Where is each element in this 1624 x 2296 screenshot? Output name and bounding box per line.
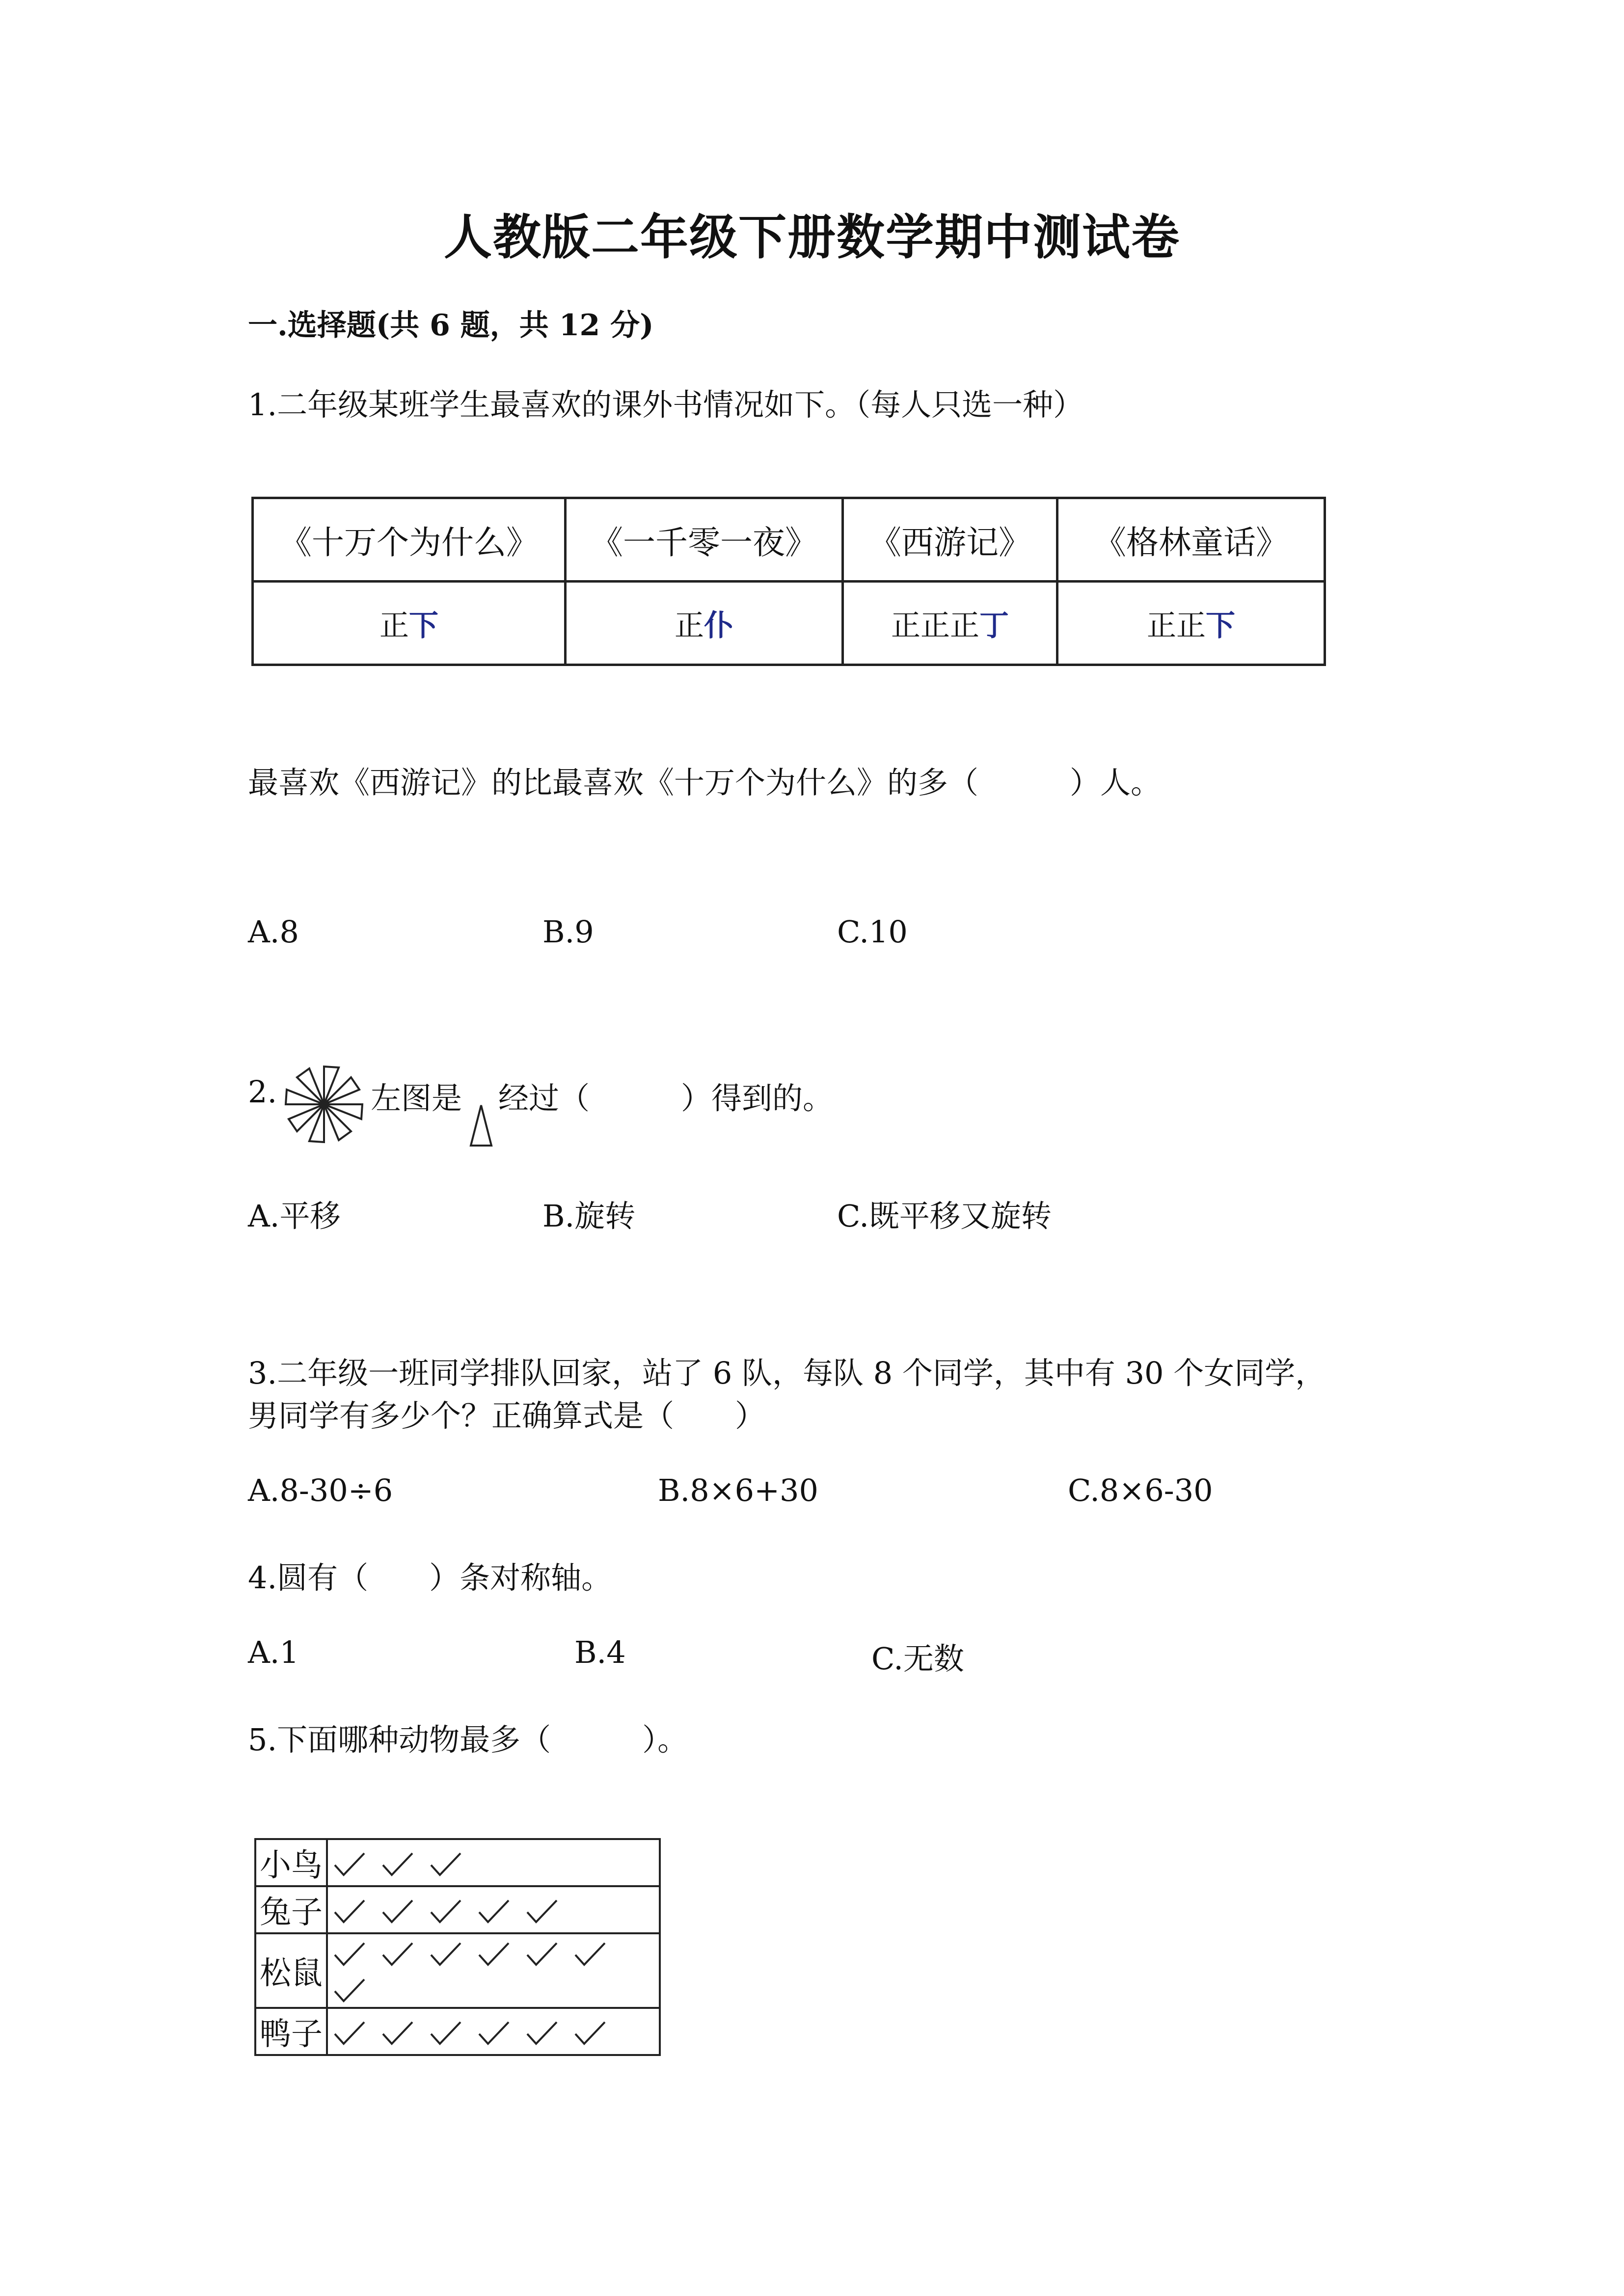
table-row	[255, 1933, 660, 2008]
book-header: 《格林童话》	[1057, 498, 1325, 582]
check-mark-icon	[524, 1896, 560, 1926]
q3-line-2: 男同学有多少个？正确算式是（ ）	[248, 1398, 766, 1434]
q4-option-c: C.无数	[871, 1641, 964, 1677]
q1-question: 最喜欢《西游记》的比最喜欢《十万个为什么》的多（ ）人。	[248, 765, 1162, 801]
q1-option-b: B.9	[542, 914, 594, 950]
page-title: 人教版二年级下册数学期中测试卷	[443, 209, 1180, 266]
check-mark-icon	[428, 1849, 463, 1879]
q2-option-b: B.旋转	[542, 1198, 636, 1234]
q1-option-a: A.8	[248, 914, 299, 950]
tally-base: 正正正	[891, 608, 979, 643]
q5-animal-table	[254, 1838, 661, 2056]
q2-option-c: C.既平移又旋转	[837, 1198, 1052, 1234]
q2-option-a: A.平移	[248, 1198, 341, 1234]
check-mark-icon	[380, 2018, 415, 2048]
animal-name: 兔子	[255, 1886, 327, 1933]
check-cell	[327, 1886, 660, 1933]
check-mark-icon	[332, 1939, 367, 1969]
book-header: 《西游记》	[843, 498, 1057, 582]
check-mark-icon	[332, 1976, 367, 2005]
check-mark-icon	[428, 1939, 463, 1969]
tally-cell	[1057, 582, 1325, 665]
check-mark-icon	[332, 1849, 367, 1879]
q4-stem: 4.圆有（ ）条对称轴。	[248, 1560, 612, 1596]
book-header: 《一千零一夜》	[566, 498, 843, 582]
tally-cell	[253, 582, 566, 665]
q3-option-b: B.8×6+30	[658, 1472, 818, 1508]
triangle-figure	[469, 1103, 493, 1148]
animal-name: 松鼠	[255, 1933, 327, 2008]
check-mark-icon	[380, 1849, 415, 1879]
animal-name: 鸭子	[255, 2008, 327, 2055]
q3-option-c: C.8×6-30	[1068, 1472, 1213, 1508]
q1-book-table	[251, 497, 1326, 666]
q2-text-a: 左图是	[371, 1080, 462, 1116]
check-mark-icon	[332, 1896, 367, 1926]
q2-number: 2.	[248, 1074, 277, 1110]
book-header: 《十万个为什么》	[253, 498, 566, 582]
check-mark-icon	[332, 2018, 367, 2048]
check-cell	[327, 1839, 660, 1886]
tally-base: 正正	[1147, 608, 1206, 643]
check-mark-icon	[524, 1939, 560, 1969]
tally-base: 正	[379, 608, 409, 643]
q4-option-a: A.1	[248, 1634, 299, 1670]
q2-text-b: 经过（ ）得到的。	[498, 1080, 834, 1116]
q5-stem: 5.下面哪种动物最多（ ）。	[248, 1722, 688, 1758]
table-row	[255, 2008, 660, 2055]
pinwheel-figure	[280, 1063, 368, 1146]
tally-extra: 仆	[704, 608, 733, 643]
tally-extra: 下	[409, 608, 438, 643]
q1-stem: 1.二年级某班学生最喜欢的课外书情况如下。（每人只选一种）	[248, 387, 1084, 423]
tally-cell	[566, 582, 843, 665]
tally-cell	[843, 582, 1057, 665]
q3-option-a: A.8-30÷6	[248, 1472, 393, 1508]
check-mark-icon	[524, 2018, 560, 2048]
q1-option-c: C.10	[837, 914, 908, 950]
check-cell	[327, 1933, 660, 2008]
check-mark-icon	[572, 1939, 608, 1969]
tally-base: 正	[675, 608, 704, 643]
check-mark-icon	[380, 1896, 415, 1926]
check-mark-icon	[572, 2018, 608, 2048]
animal-name: 小鸟	[255, 1839, 327, 1886]
section-heading: 一.选择题(共 6 题，共 12 分)	[248, 308, 654, 343]
check-cell	[327, 2008, 660, 2055]
check-mark-icon	[428, 1896, 463, 1926]
check-mark-icon	[380, 1939, 415, 1969]
tally-extra: 下	[1206, 608, 1235, 643]
q3-line-1: 3.二年级一班同学排队回家，站了 6 队，每队 8 个同学，其中有 30 个女同学，	[248, 1355, 1326, 1391]
check-mark-icon	[428, 2018, 463, 2048]
table-row	[255, 1886, 660, 1933]
tally-extra: 丁	[979, 608, 1009, 643]
q4-option-b: B.4	[574, 1634, 626, 1670]
table-row	[255, 1839, 660, 1886]
check-mark-icon	[476, 1939, 512, 1969]
check-mark-icon	[476, 2018, 512, 2048]
check-mark-icon	[476, 1896, 512, 1926]
